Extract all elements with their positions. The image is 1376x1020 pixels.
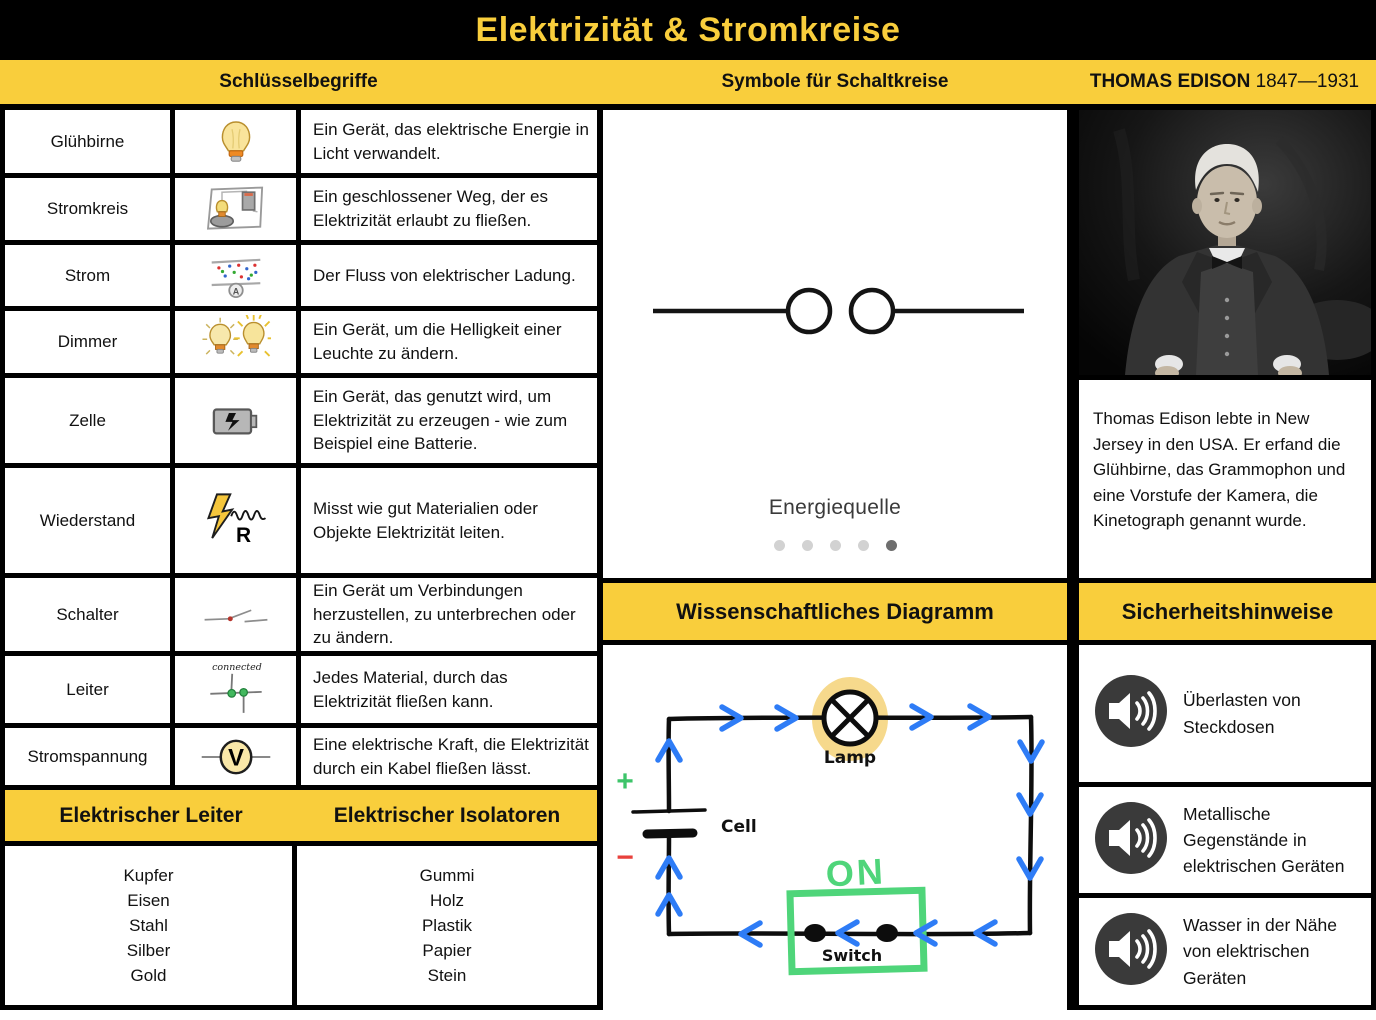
- svg-text:+: +: [616, 765, 634, 798]
- diagram-title: Wissenschaftliches Diagramm: [676, 598, 994, 624]
- term-definition: Misst wie gut Materialien oder Objekte Elektrizität leiten.: [313, 498, 538, 542]
- list-item: Plastik: [421, 916, 473, 935]
- carousel-caption: Energiequelle: [768, 496, 902, 519]
- table-row: [5, 378, 597, 468]
- edison-bio-text: Thomas Edison lebte in New Jersey in den USA. Er erfand die Glühbirne, das Grammophon und eine Vorstufe der Kamera, die Kinetograph genannt wurde.: [1079, 375, 1376, 578]
- voltmeter-icon: [175, 728, 301, 785]
- carousel-dot[interactable]: [774, 540, 785, 551]
- materials-header: [5, 790, 597, 846]
- insulators-title: Elektrischer Isolatoren: [333, 803, 561, 827]
- list-item: Silber: [126, 941, 171, 960]
- svg-text:A: A: [232, 285, 239, 296]
- edison-years: 1847—1931: [1255, 71, 1360, 92]
- list-item: Papier: [422, 941, 472, 960]
- carousel-dot[interactable]: [802, 540, 813, 551]
- speaker-icon[interactable]: [1094, 801, 1168, 880]
- table-row: [5, 656, 597, 728]
- list-item: Holz: [429, 891, 464, 910]
- safety-item: [1079, 898, 1376, 1010]
- safety-text: Überlasten von Steckdosen: [1183, 690, 1301, 737]
- svg-text:R: R: [235, 523, 251, 547]
- circuit-diagram-drawing: [603, 645, 1067, 1005]
- term-definition: Ein Gerät, um die Helligkeit einer Leuchte zu ändern.: [313, 320, 562, 363]
- section-header-band: [0, 60, 1376, 110]
- connected-wires-icon: [175, 656, 301, 723]
- table-row: [5, 311, 597, 378]
- lightbulb-icon: [175, 110, 301, 173]
- term-definition: Ein Gerät um Verbindungen herzustellen, zu unterbrechen oder zu ändern.: [313, 580, 576, 648]
- term-label: Dimmer: [5, 311, 175, 373]
- title-bar: [0, 0, 1376, 60]
- materials-lists: [5, 846, 597, 1010]
- svg-text:connected: connected: [211, 661, 262, 673]
- resistor-bolt-icon: [175, 468, 301, 573]
- term-definition: Ein Gerät, das genutzt wird, um Elektrizität zu erzeugen - wie zum Beispiel eine Batterie.: [313, 386, 568, 454]
- header-edison: [1073, 60, 1376, 104]
- list-item: Stein: [427, 966, 467, 985]
- list-item: Eisen: [127, 891, 170, 910]
- circuit-sketch-icon: [175, 178, 301, 240]
- speaker-icon[interactable]: [1094, 912, 1168, 991]
- svg-text:Lamp: Lamp: [823, 748, 877, 768]
- safety-item: [1079, 787, 1376, 898]
- term-definition: Ein Gerät, das elektrische Energie in Licht verwandelt.: [313, 119, 589, 163]
- safety-item: [1079, 645, 1376, 787]
- list-item: Stahl: [129, 916, 168, 935]
- table-row: [5, 245, 597, 311]
- page-title: Elektrizität & Stromkreise: [475, 10, 901, 49]
- edison-portrait-photo: [1079, 110, 1376, 375]
- svg-text:Switch: Switch: [821, 946, 883, 965]
- term-definition: Jedes Material, durch das Elektrizität fließen kann.: [313, 667, 508, 711]
- term-label: Stromspannung: [5, 728, 175, 785]
- term-label: Glühbirne: [5, 110, 175, 173]
- term-label: Leiter: [5, 656, 175, 723]
- term-label: Schalter: [5, 578, 175, 651]
- key-terms-table: [0, 110, 597, 1010]
- term-definition: Der Fluss von elektrischer Ladung.: [313, 265, 576, 285]
- term-definition: Eine elektrische Kraft, die Elektrizität durch ein Kabel fließen lässt.: [313, 734, 589, 778]
- battery-icon: [175, 378, 301, 463]
- right-column: [1073, 110, 1376, 1010]
- term-label: Stromkreis: [5, 178, 175, 240]
- table-row: [5, 468, 597, 578]
- safety-title: Sicherheitshinweise: [1121, 598, 1334, 624]
- list-item: Gummi: [419, 866, 475, 885]
- charge-flow-icon: [175, 245, 301, 306]
- open-terminals-symbol: [603, 280, 1067, 342]
- insulators-list: [297, 846, 597, 1005]
- middle-column: [597, 110, 1073, 1010]
- safety-header: [1079, 578, 1376, 645]
- carousel-dots: [603, 540, 1067, 551]
- safety-text: Metallische Gegenstände in elektrischen Geräten: [1183, 803, 1345, 877]
- term-definition: Ein geschlossener Weg, der es Elektrizität erlaubt zu fließen.: [313, 187, 548, 230]
- edison-name: THOMAS EDISON: [1089, 71, 1251, 92]
- svg-text:ON: ON: [824, 850, 887, 895]
- conductors-list: [5, 846, 297, 1005]
- carousel-dot[interactable]: [886, 540, 897, 551]
- open-switch-icon: [175, 578, 301, 651]
- two-bulbs-icon: [175, 311, 301, 373]
- diagram-header: [603, 578, 1067, 645]
- list-item: Gold: [130, 966, 167, 985]
- svg-text:−: −: [616, 841, 634, 874]
- table-row: [5, 110, 597, 178]
- table-row: [5, 728, 597, 790]
- symbol-carousel: [603, 110, 1067, 578]
- table-row: [5, 578, 597, 656]
- header-key-terms: Schlüsselbegriffe: [219, 71, 378, 92]
- term-label: Strom: [5, 245, 175, 306]
- term-label: Zelle: [5, 378, 175, 463]
- carousel-dot[interactable]: [858, 540, 869, 551]
- table-row: [5, 178, 597, 245]
- carousel-dot[interactable]: [830, 540, 841, 551]
- svg-text:V: V: [227, 744, 244, 772]
- speaker-icon[interactable]: [1094, 674, 1168, 753]
- list-item: Kupfer: [123, 866, 174, 885]
- term-label: Wiederstand: [5, 468, 175, 573]
- conductors-title: Elektrischer Leiter: [59, 803, 243, 827]
- svg-text:Cell: Cell: [721, 817, 757, 837]
- scientific-diagram: [603, 645, 1067, 1010]
- safety-text: Wasser in der Nähe von elektrischen Geräten: [1183, 915, 1337, 988]
- header-circuit-symbols: Symbole für Schaltkreise: [721, 71, 949, 92]
